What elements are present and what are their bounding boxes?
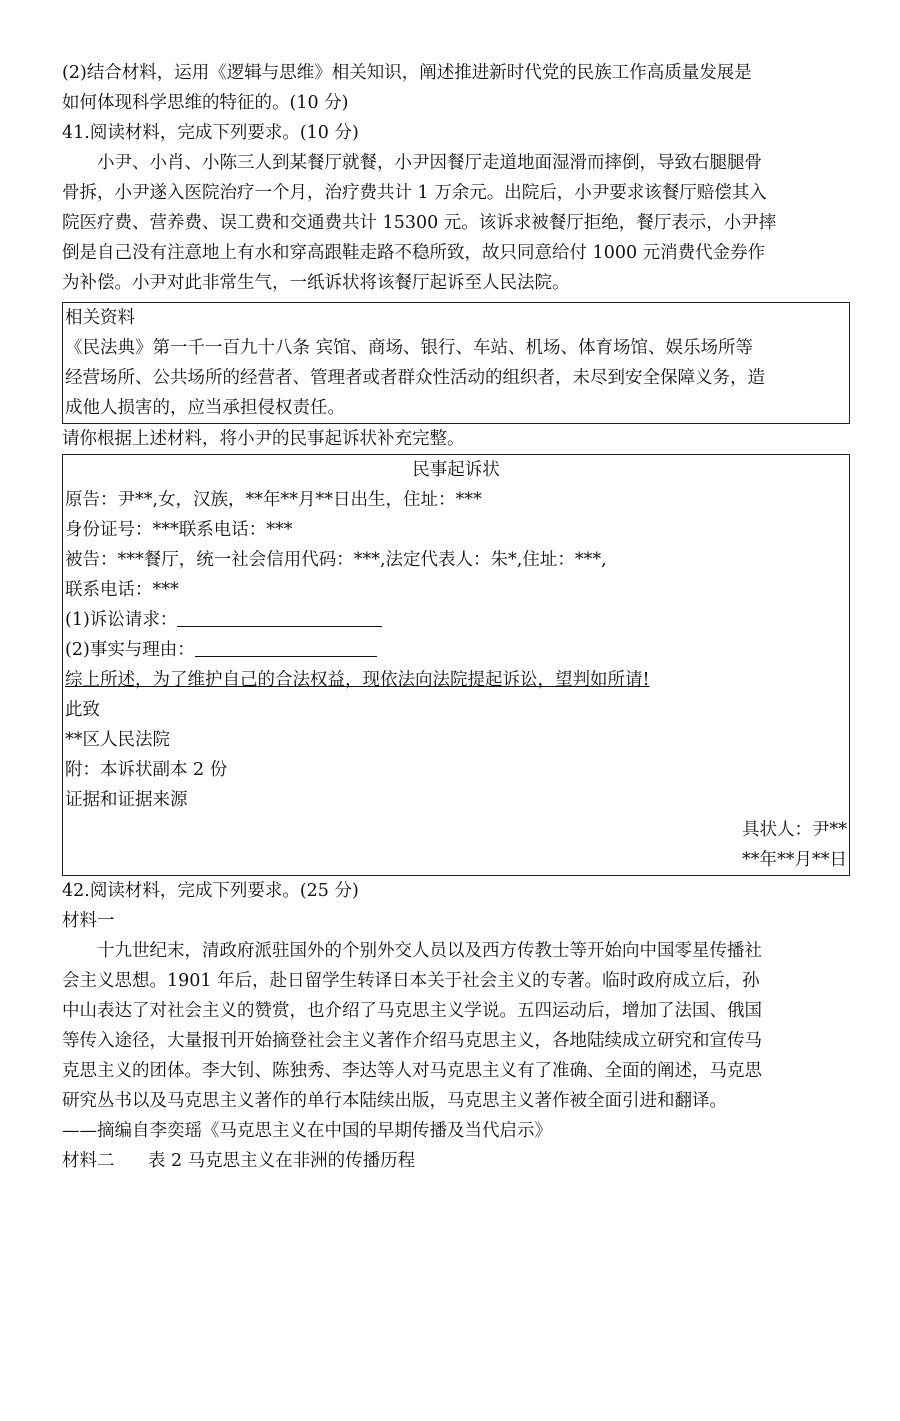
reference-line: 《民法典》第一千一百九十八条 宾馆、商场、银行、车站、机场、体育场馆、娱乐场所等 [65, 338, 754, 358]
complaint-title: 民事起诉状 [412, 460, 500, 480]
claim-answer-blank[interactable] [177, 608, 382, 627]
q40-part2-line2: 如何体现科学思维的特征的。(10 分) [62, 93, 349, 113]
material1-line: 十九世纪末，清政府派驻国外的个别外交人员以及西方传教士等开始向中国零星传播社 [97, 941, 762, 961]
q42-heading: 42.阅读材料，完成下列要求。(25 分) [62, 881, 359, 901]
q41-heading: 41.阅读材料，完成下列要求。(10 分) [62, 123, 359, 143]
q41-story-line: 小尹、小肖、小陈三人到某餐厅就餐，小尹因餐厅走道地面湿滑而摔倒，导致右腿腿骨 [97, 153, 762, 173]
complaint-id-phone: 身份证号：***联系电话：*** [65, 520, 293, 540]
q40-part2-line1: (2)结合材料，运用《逻辑与思维》相关知识，阐述推进新时代党的民族工作高质量发展是 [62, 63, 752, 83]
complaint-defendant: 被告：***餐厅，统一社会信用代码：***,法定代表人：朱*,住址：***, [65, 550, 607, 570]
complaint-claim-row [65, 605, 847, 635]
complaint-signer: 具状人：尹** [742, 820, 847, 840]
reference-title: 相关资料 [65, 308, 135, 328]
q41-story [62, 148, 850, 298]
q41-instruction: 请你根据上述材料，将小尹的民事起诉状补充完整。 [62, 429, 465, 449]
material1-line: 克思主义的团体。李大钊、陈独秀、李达等人对马克思主义有了准确、全面的阐述，马克思 [62, 1061, 762, 1081]
facts-answer-blank[interactable] [195, 638, 377, 657]
material1-source: ——摘编自李奕瑶《马克思主义在中国的早期传播及当代启示》 [62, 1121, 552, 1141]
material2-row [62, 1146, 850, 1176]
reference-line: 成他人损害的，应当承担侵权责任。 [65, 398, 345, 418]
q41-story-line: 倒是自己没有注意地上有水和穿高跟鞋走路不稳所致，故只同意给付 1000 元消费代金券作 [62, 243, 766, 263]
exam-page [62, 58, 850, 1176]
complaint-facts-row [65, 635, 847, 665]
claim-label: (1)诉讼请求： [65, 610, 178, 630]
complaint-defendant-phone: 联系电话：*** [65, 580, 179, 600]
reference-line: 经营场所、公共场所的经营者、管理者或者群众性活动的组织者，未尽到安全保障义务，造 [65, 368, 765, 388]
complaint-to: 此致 [65, 700, 100, 720]
facts-label: (2)事实与理由： [65, 640, 195, 660]
material1-line: 等传入途径，大量报刊开始摘登社会主义著作介绍马克思主义，各地陆续成立研究和宣传马 [62, 1031, 762, 1051]
material1-text [62, 936, 850, 1116]
material1-line: 中山表达了对社会主义的赞赏，也介绍了马克思主义学说。五四运动后，增加了法国、俄国 [62, 1001, 762, 1021]
material1-label: 材料一 [62, 911, 115, 931]
complaint-court: **区人民法院 [65, 730, 170, 750]
complaint-evidence: 证据和证据来源 [65, 790, 188, 810]
q41-story-line: 院医疗费、营养费、误工费和交通费共计 15300 元。该诉求被餐厅拒绝，餐厅表示，小尹摔 [62, 213, 777, 233]
complaint-date: **年**月**日 [742, 850, 847, 870]
q41-story-line: 为补偿。小尹对此非常生气，一纸诉状将该餐厅起诉至人民法院。 [62, 273, 570, 293]
material1-line: 会主义思想。1901 年后，赴日留学生转译日本关于社会主义的专著。临时政府成立后，孙 [62, 971, 760, 991]
complaint-conclusion: 综上所述，为了维护自己的合法权益，现依法向法院提起诉讼，望判如所请! [65, 670, 650, 690]
complaint-plaintiff: 原告：尹**,女，汉族，**年**月**日出生，住址：*** [65, 490, 482, 510]
q41-story-line: 骨拆，小尹遂入医院治疗一个月，治疗费共计 1 万余元。出院后，小尹要求该餐厅赔偿其入 [62, 183, 767, 203]
material2-label: 材料二 [62, 1151, 115, 1171]
complaint-box [62, 454, 850, 876]
material1-line: 研究丛书以及马克思主义著作的单行本陆续出版，马克思主义著作被全面引进和翻译。 [62, 1091, 727, 1111]
material2-caption: 表 2 马克思主义在非洲的传播历程 [147, 1151, 416, 1171]
complaint-attachment: 附：本诉状副本 2 份 [65, 760, 228, 780]
reference-box [62, 302, 850, 424]
